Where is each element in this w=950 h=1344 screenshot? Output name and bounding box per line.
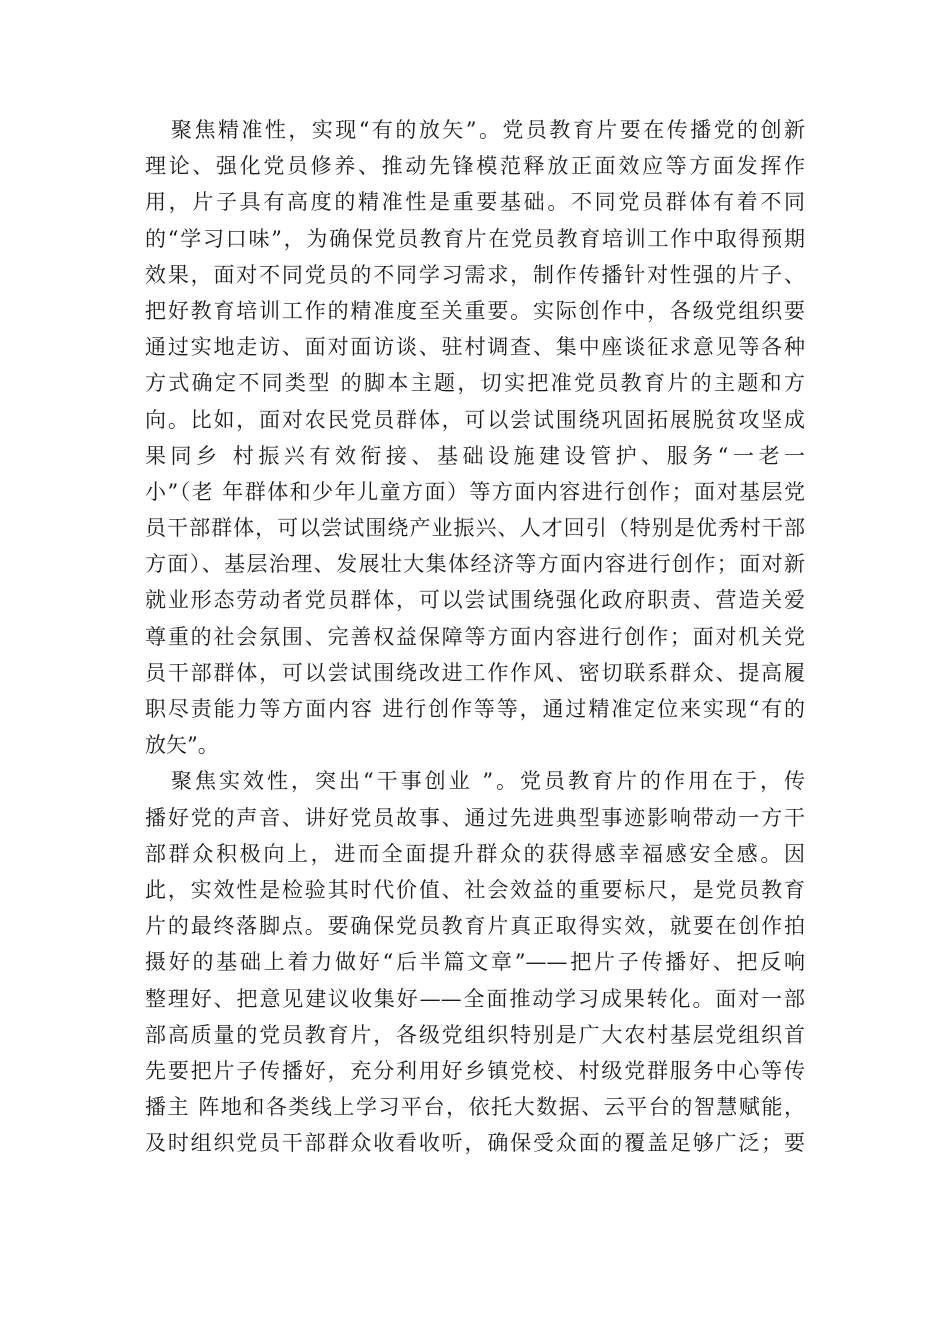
- paragraph-line: 员干部群体，可以尝试围绕产业振兴、人才回引（特别是优秀村干部: [145, 516, 805, 541]
- paragraph-line: 播主 阵地和各类线上学习平台，依托大数据、云平台的智慧赋能，: [145, 1095, 805, 1120]
- paragraph-line: 此，实效性是检验其时代价值、社会效益的重要标尺，是党员教育: [145, 877, 805, 902]
- paragraph-line: 效果，面对不同党员的不同学习需求，制作传播针对性强的片子、: [145, 262, 805, 287]
- paragraph-line: 方式确定不同类型 的脚本主题，切实把准党员教育片的主题和方: [145, 371, 805, 396]
- paragraph-line: 放矢”。: [145, 733, 219, 758]
- paragraph-line: 方面）、基层治理、发展壮大集体经济等方面内容进行创作；面对新: [145, 552, 805, 577]
- document-body: [145, 112, 805, 1161]
- paragraph-line: 部高质量的党员教育片，各级党组织特别是广大农村基层党组织首: [145, 1022, 805, 1047]
- paragraph-line: 理论、强化党员修养、推动先锋模范释放正面效应等方面发挥作: [145, 154, 805, 179]
- paragraph-line: 的“学习口味”，为确保党员教育片在党员教育培训工作中取得预期: [145, 226, 805, 251]
- paragraph-precision: [145, 112, 805, 763]
- paragraph-line: 职尽责能力等方面内容 进行创作等等，通过精准定位来实现“有的: [145, 697, 805, 721]
- paragraph-line: 及时组织党员干部群众收看收听，确保受众面的覆盖足够广泛；要: [145, 1131, 805, 1156]
- paragraph-line: 聚焦实效性，突出“干事创业 ”。党员教育片的作用在于，传: [171, 769, 805, 794]
- paragraph-line: 播好党的声音、讲好党员故事、通过先进典型事迹影响带动一方干: [145, 805, 805, 830]
- paragraph-line: 员干部群体，可以尝试围绕改进工作作风、密切联系群众、提高履: [145, 660, 805, 685]
- paragraph-line: 聚焦精准性，实现“有的放矢”。党员教育片要在传播党的创新: [171, 118, 805, 142]
- paragraph-line: 整理好、把意见建议收集好——全面推动学习成果转化。面对一部: [145, 986, 805, 1011]
- paragraph-line: 尊重的社会氛围、完善权益保障等方面内容进行创作；面对机关党: [145, 624, 805, 649]
- paragraph-line: 通过实地走访、面对面访谈、驻村调查、集中座谈征求意见等各种: [145, 335, 805, 360]
- paragraph-line: 果同乡 村振兴有效衔接、基础设施建设管护、服务“一老一: [145, 443, 805, 468]
- paragraph-line: 先要把片子传播好，充分利用好乡镇党校、村级党群服务中心等传: [145, 1058, 805, 1083]
- paragraph-line: 用，片子具有高度的精准性是重要基础。不同党员群体有着不同: [145, 190, 805, 215]
- paragraph-line: 片的最终落脚点。要确保党员教育片真正取得实效，就要在创作拍: [145, 914, 805, 939]
- paragraph-line: 向。比如，面对农民党员群体，可以尝试围绕巩固拓展脱贫攻坚成: [145, 407, 805, 432]
- paragraph-line: 部群众积极向上，进而全面提升群众的获得感幸福感安全感。因: [145, 841, 805, 866]
- paragraph-line: 把好教育培训工作的精准度至关重要。实际创作中，各级党组织要: [145, 298, 805, 323]
- paragraph-effectiveness: [145, 763, 805, 1161]
- paragraph-line: 就业形态劳动者党员群体，可以尝试围绕强化政府职责、营造关爱: [145, 588, 805, 613]
- paragraph-line: 小”（老 年群体和少年儿童方面）等方面内容进行创作；面对基层党: [145, 479, 805, 504]
- paragraph-line: 摄好的基础上着力做好“后半篇文章”——把片子传播好、把反响: [145, 950, 805, 975]
